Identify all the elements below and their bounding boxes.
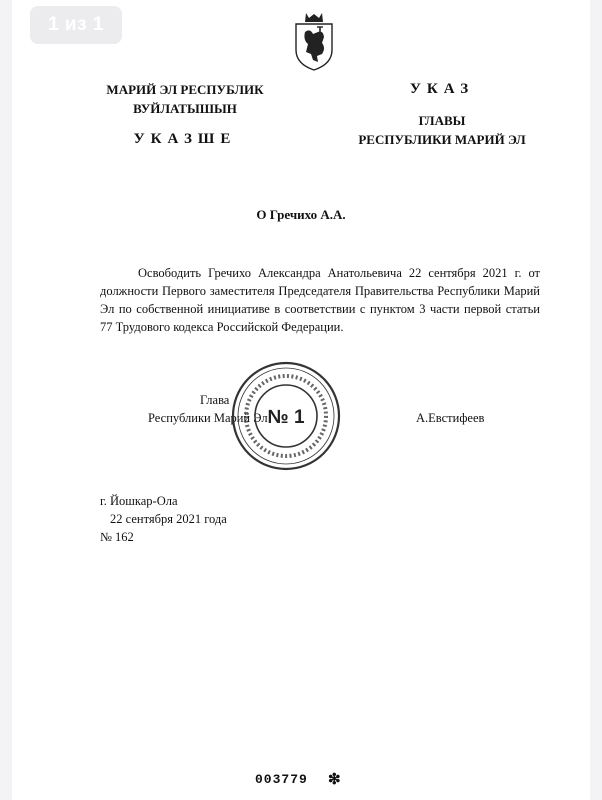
decree-number: № 162 (100, 530, 134, 544)
header-russian-title: УКАЗ (409, 81, 475, 97)
header-russian-line1: ГЛАВЫ (418, 113, 466, 128)
asterisk-mark: ❇ (328, 772, 341, 788)
header-mari (85, 80, 285, 149)
signature-title-line2: Республики Марий Эл (148, 411, 268, 425)
decree-subject: О Гречихо А.А. (256, 207, 346, 222)
document-footer (100, 492, 227, 546)
page-indicator-badge: 1 из 1 (30, 6, 122, 44)
decree-body: Освободить Гречихо Александра Анатольевича 22 сентября 2021 г. от должности Первого заместителя Председателя Правительства Республики Марий Эл по собственной инициативе в соответствии с пунктом 3 части первой статьи 77 Трудового кодекса Российской Федерации. (100, 266, 540, 334)
city: г. Йошкар-Ола (100, 494, 178, 508)
decree-date: 22 сентября 2021 года (110, 512, 227, 526)
seal-number: № 1 (267, 407, 305, 428)
official-seal (230, 360, 342, 472)
serial-number: 003779 (255, 772, 308, 787)
signature-name: А.Евстифеев (416, 411, 485, 425)
signature-title-line1: Глава (200, 393, 230, 407)
header-russian (330, 80, 554, 149)
header-mari-line2: ВУЙЛАТЫШЫН (133, 101, 237, 116)
header-mari-title: УКАЗШЕ (133, 131, 237, 147)
coat-of-arms-icon (293, 10, 335, 72)
header-mari-line1: МАРИЙ ЭЛ РЕСПУБЛИК (106, 82, 264, 97)
header-russian-line2: РЕСПУБЛИКИ МАРИЙ ЭЛ (358, 132, 526, 147)
